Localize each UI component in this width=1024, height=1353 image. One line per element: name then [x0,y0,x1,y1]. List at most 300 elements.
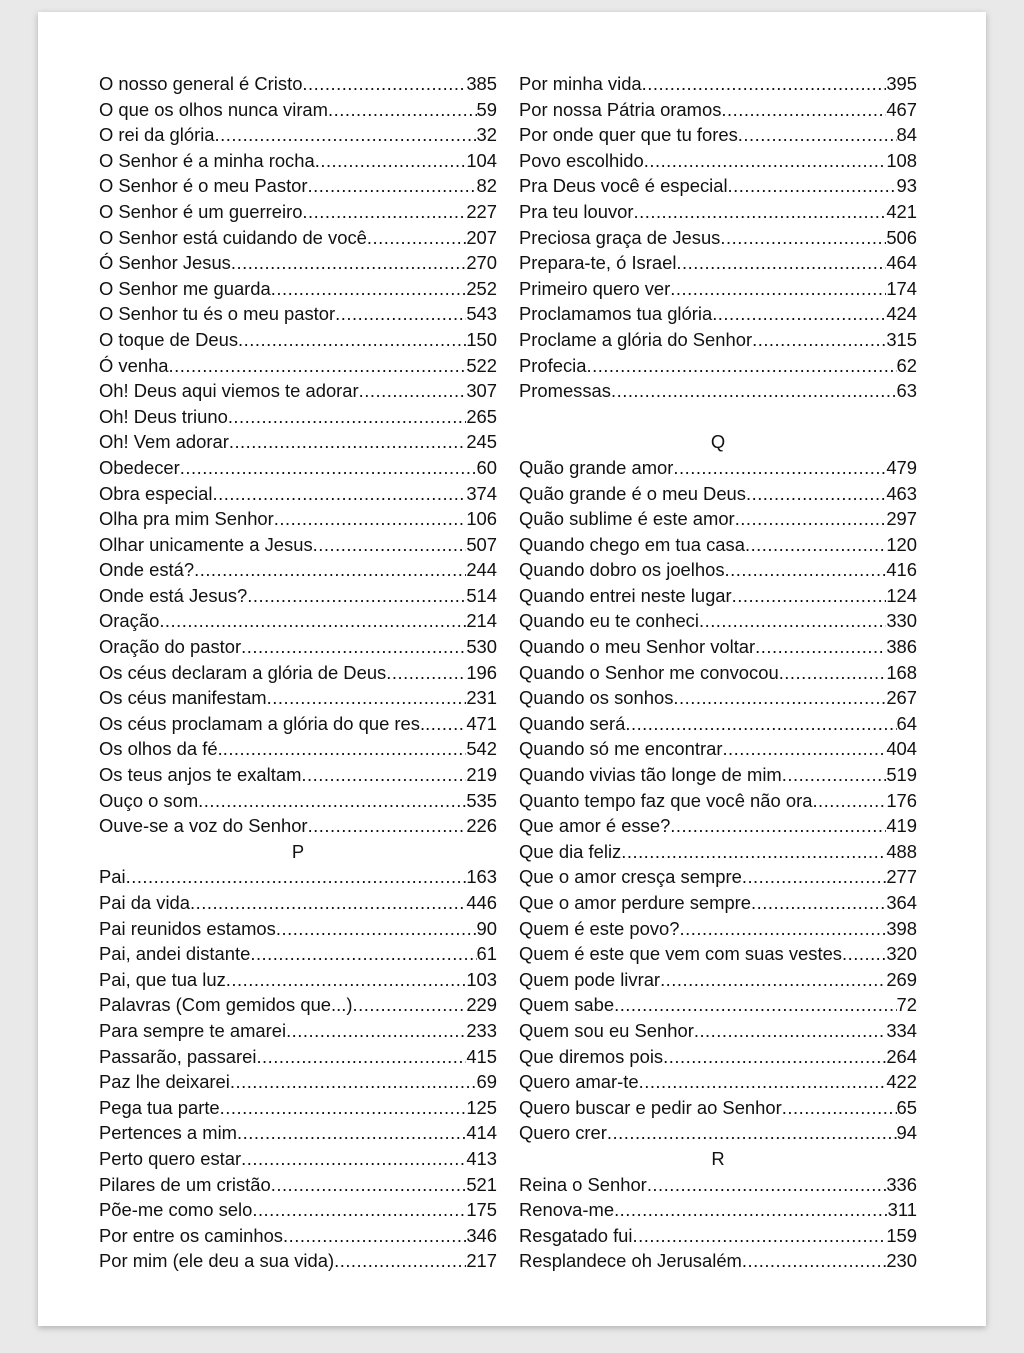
entry-title: Perto quero estar [99,1147,242,1169]
entry-title: Quão grande é o meu Deus [519,482,746,504]
entry-title: Pra Deus você é especial [519,175,728,197]
index-entry [519,839,917,865]
entry-title: Quem é este povo? [519,917,680,939]
dot-leader [328,97,477,123]
entry-title: Quero crer [519,1122,607,1144]
dot-leader [198,788,466,814]
dot-leader [286,1018,466,1044]
index-entry [99,941,497,967]
dot-leader [721,97,886,123]
entry-title: Onde está Jesus? [99,584,248,606]
entry-page-number: 488 [886,840,917,862]
dot-leader [386,660,466,686]
dot-leader [367,225,466,251]
entry-page-number: 422 [886,1071,917,1093]
entry-page-number: 398 [886,917,917,939]
index-entry [519,685,917,711]
entry-title: Oração do pastor [99,636,242,658]
index-entry [99,1146,497,1172]
dot-leader [633,1223,887,1249]
entry-page-number: 252 [466,277,497,299]
entry-title: Quando os sonhos [519,687,674,709]
entry-page-number: 311 [887,1199,917,1221]
dot-leader [276,916,477,942]
entry-page-number: 62 [896,354,917,376]
index-entry [519,1018,917,1044]
entry-title: Oh! Deus aqui viemos te adorar [99,380,359,402]
dot-leader [313,532,467,558]
entry-page-number: 120 [886,533,917,555]
dot-leader [215,122,477,148]
index-column-right [519,71,917,1274]
entry-title: O nosso general é Cristo [99,73,303,94]
index-entry [519,225,917,251]
index-entry [99,788,497,814]
entry-title: Obra especial [99,482,213,504]
entry-page-number: 174 [886,277,917,299]
entry-title: Pega tua parte [99,1096,220,1118]
entry-title: O Senhor tu és o meu pastor [99,303,336,325]
entry-page-number: 82 [476,175,497,197]
dot-leader [212,481,466,507]
entry-page-number: 519 [886,764,917,786]
entry-page-number: 395 [886,73,917,94]
index-entry [519,506,917,532]
entry-page-number: 264 [886,1045,917,1067]
entry-page-number: 233 [466,1019,497,1041]
dot-leader [673,455,886,481]
dot-leader [625,711,896,737]
index-entry [99,404,497,430]
entry-page-number: 196 [466,661,497,683]
index-entry [99,890,497,916]
entry-page-number: 72 [896,994,917,1016]
entry-title: O Senhor está cuidando de você [99,226,367,248]
index-entry [519,199,917,225]
index-entry [99,225,497,251]
entry-title: Resplandece oh Jerusalém [519,1250,742,1272]
entry-title: Palavras (Com gemidos que...) [99,994,353,1016]
entry-title: Quando eu te conheci [519,610,699,632]
entry-title: Pilares de um cristão [99,1173,271,1195]
entry-title: Ouve-se a voz do Senhor [99,815,308,837]
entry-page-number: 59 [476,98,497,120]
index-entry [99,1248,497,1274]
section-letter-heading: Q [710,431,726,453]
entry-title: Quando vivias tão longe de mim [519,764,782,786]
index-entry [99,967,497,993]
entry-title: O Senhor me guarda [99,277,271,299]
index-entry [99,762,497,788]
dot-leader [614,1197,888,1223]
entry-title: Quando só me encontrar [519,738,723,760]
entry-title: Que o amor perdure sempre [519,892,752,913]
entry-title: Quando será [519,712,626,734]
entry-title: Povo escolhido [519,149,644,171]
dot-leader [308,173,477,199]
entry-page-number: 270 [466,252,497,274]
entry-title: O toque de Deus [99,328,239,350]
entry-title: Que amor é esse? [519,815,671,837]
entry-page-number: 267 [886,687,917,709]
index-entry [519,71,917,97]
dot-leader [302,71,466,97]
index-column-left [99,71,497,1274]
entry-page-number: 214 [466,610,497,632]
entry-page-number: 404 [886,738,917,760]
entry-title: Os olhos da fé. [99,738,223,760]
dot-leader [238,327,466,353]
entry-page-number: 231 [466,687,497,709]
dot-leader [782,762,887,788]
entry-page-number: 535 [466,789,497,811]
index-entry [519,327,917,353]
entry-page-number: 106 [466,508,497,530]
entry-page-number: 84 [896,124,917,146]
dot-leader [190,890,466,916]
dot-leader [126,864,467,890]
entry-title: Oração [99,610,160,632]
dot-leader [241,1146,466,1172]
dot-leader [660,967,886,993]
entry-title: Pai reunidos estamos [99,917,276,939]
dot-leader [256,1044,466,1070]
entry-page-number: 219 [466,764,497,786]
index-entry [519,1172,917,1198]
dot-leader [676,250,886,276]
entry-title: Quão sublime é este amor [519,508,735,530]
entry-title: Profecia [519,354,587,376]
dot-leader [302,199,466,225]
dot-leader [745,532,886,558]
dot-leader [639,1069,887,1095]
entry-page-number: 61 [476,943,497,965]
index-entry [99,353,497,379]
index-entry [99,634,497,660]
entry-title: Quando o Senhor me convocou [519,661,779,683]
entry-page-number: 297 [886,508,917,530]
dot-leader [732,583,887,609]
entry-title: Proclamamos tua glória [519,303,713,325]
section-letter-heading: R [711,1147,725,1169]
dot-leader [712,301,886,327]
index-entry [519,813,917,839]
dot-leader [752,327,886,353]
index-entry [519,353,917,379]
entry-page-number: 479 [886,456,917,478]
entry-title: Promessas [519,380,611,402]
dot-leader [614,992,896,1018]
dot-leader [223,736,467,762]
entry-title: Os céus manifestam [99,687,267,709]
index-entry [99,736,497,762]
section-letter-heading: P [291,840,305,862]
entry-title: Que diremos pois [519,1045,664,1067]
entry-page-number: 413 [466,1147,497,1169]
entry-title: Que o amor cresça sempre [519,866,742,888]
entry-title: Primeiro quero ver [519,277,671,299]
entry-page-number: 60 [476,456,497,478]
entry-page-number: 104 [466,149,497,171]
entry-page-number: 416 [886,559,917,581]
index-entry [519,583,917,609]
entry-page-number: 108 [886,149,917,171]
dot-leader [611,378,897,404]
entry-title: Quando dobro os joelhos [519,559,725,581]
entry-page-number: 464 [886,252,917,274]
index-entry [99,378,497,404]
entry-page-number: 346 [466,1224,497,1246]
index-entry [99,1095,497,1121]
dot-leader [250,941,476,967]
dot-leader [180,455,477,481]
index-entry [99,660,497,686]
entry-page-number: 265 [466,405,497,427]
entry-title: O Senhor é um guerreiro [99,200,303,222]
entry-title: Proclame a glória do Senhor [519,328,753,350]
index-entry [99,71,497,97]
index-entry [99,1197,497,1223]
entry-page-number: 229 [466,994,497,1016]
entry-page-number: 269 [886,968,917,990]
index-entry [99,583,497,609]
entry-page-number: 93 [896,175,917,197]
index-entry [99,429,497,455]
entry-page-number: 150 [466,328,497,350]
entry-page-number: 69 [476,1071,497,1093]
entry-title: Preciosa graça de Jesus [519,226,721,248]
entry-page-number: 543 [466,303,497,325]
entry-title: Olha pra mim Senhor [99,508,274,530]
index-entry [519,532,917,558]
entry-title: Que dia feliz [519,840,622,862]
index-entry [99,864,497,890]
dot-leader [229,429,466,455]
index-entry [519,250,917,276]
entry-page-number: 386 [886,636,917,658]
index-entry [99,122,497,148]
entry-page-number: 521 [466,1173,497,1195]
entry-page-number: 163 [466,866,497,888]
entry-title: Os céus declaram a glória de Deus [99,661,387,683]
entry-title: Ó venha [99,354,169,376]
entry-page-number: 507 [466,533,497,555]
entry-title: Olhar unicamente a Jesus [99,533,313,555]
entry-page-number: 385 [466,73,497,94]
dot-leader [274,506,467,532]
dot-leader [670,813,886,839]
dot-leader [425,711,466,737]
index-entry [99,327,497,353]
index-entry [519,608,917,634]
index-entry [519,736,917,762]
entry-page-number: 424 [886,303,917,325]
entry-page-number: 125 [466,1096,497,1118]
entry-title: Quem é este que vem com suas vestes [519,943,843,965]
entry-title: O que os olhos nunca viram [99,98,328,120]
entry-title: O Senhor é a minha rocha [99,149,315,171]
dot-leader [694,1018,886,1044]
index-entry [519,97,917,123]
index-entry [99,481,497,507]
entry-page-number: 463 [886,482,917,504]
dot-leader [699,608,886,634]
entry-title: Por entre os caminhos [99,1224,283,1246]
index-entry [519,890,917,916]
dot-leader [231,250,466,276]
entry-title: Quando entrei neste lugar [519,584,732,606]
entry-page-number: 530 [466,636,497,658]
entry-title: Quanto tempo faz que você não ora [519,789,813,811]
entry-title: Quando o meu Senhor voltar [519,636,756,658]
dot-leader [621,839,886,865]
dot-leader [267,685,467,711]
entry-page-number: 124 [886,584,917,606]
entry-title: Reina o Senhor [519,1173,647,1195]
entry-page-number: 334 [886,1019,917,1041]
index-entry [519,301,917,327]
index-entry [519,148,917,174]
entry-title: O rei da glória [99,124,215,146]
dot-leader [779,660,887,686]
index-entry [519,1120,917,1146]
entry-title: Para sempre te amarei [99,1019,287,1041]
entry-page-number: 415 [466,1045,497,1067]
entry-page-number: 90 [476,917,497,939]
dot-leader [194,557,466,583]
index-entry [99,1120,497,1146]
entry-title: Pra teu louvor [519,200,634,222]
entry-title: Quem pode livrar [519,968,661,990]
entry-page-number: 330 [886,610,917,632]
dot-leader [169,353,467,379]
index-entry [519,762,917,788]
entry-page-number: 467 [886,98,917,120]
dot-leader [673,685,886,711]
entry-page-number: 506 [886,226,917,248]
dot-leader [220,1095,467,1121]
dot-leader [642,71,887,97]
entry-title: O Senhor é o meu Pastor [99,175,308,197]
index-entry [99,97,497,123]
entry-page-number: 421 [886,200,917,222]
entry-page-number: 374 [466,482,497,504]
index-entry [99,276,497,302]
index-entry [519,122,917,148]
entry-page-number: 226 [466,815,497,837]
index-entry [519,711,917,737]
entry-page-number: 419 [886,815,917,837]
dot-leader [782,1095,897,1121]
entry-title: Pai, andei distante [99,943,251,965]
index-entry [99,506,497,532]
entry-page-number: 364 [886,892,917,913]
dot-leader [586,353,896,379]
index-entry [99,1172,497,1198]
dot-leader [663,1044,886,1070]
entry-title: Prepara-te, ó Israel [519,252,677,274]
entry-title: Ouço o som [99,789,199,811]
dot-leader [237,1120,466,1146]
entry-title: Por mim (ele deu a sua vida) [99,1250,335,1272]
index-entry [99,148,497,174]
entry-title: Os céus proclamam a glória do que res. [99,712,426,734]
index-entry [99,992,497,1018]
entry-title: Põe-me como selo [99,1199,253,1221]
dot-leader [308,813,467,839]
entry-title: Paz lhe deixarei [99,1071,230,1093]
dot-leader [607,1120,897,1146]
entry-title: Oh! Deus triuno [99,405,228,427]
entry-page-number: 65 [896,1096,917,1118]
index-entry [519,276,917,302]
index-entry [99,173,497,199]
entry-page-number: 63 [896,380,917,402]
entry-title: Onde está? [99,559,195,581]
dot-leader [159,608,466,634]
index-entry [519,1248,917,1274]
dot-leader [680,916,887,942]
dot-leader [283,1223,466,1249]
entry-title: Por nossa Pátria oramos [519,98,722,120]
entry-title: Passarão, passarei [99,1045,257,1067]
index-entry [99,301,497,327]
dot-leader [359,378,467,404]
dot-leader [335,301,466,327]
entry-page-number: 277 [886,866,917,888]
dot-leader [742,1248,886,1274]
index-entry [519,455,917,481]
index-entry [99,1223,497,1249]
dot-leader [271,1172,467,1198]
dot-leader [812,788,886,814]
entry-page-number: 227 [466,200,497,222]
entry-page-number: 159 [886,1224,917,1246]
index-entry [519,557,917,583]
entry-title: Quero amar-te [519,1071,639,1093]
index-entry [519,1223,917,1249]
index-entry [519,378,917,404]
index-entry [99,608,497,634]
entry-page-number: 244 [466,559,497,581]
dot-leader [644,148,887,174]
dot-leader [725,557,887,583]
entry-page-number: 307 [466,380,497,402]
dot-leader [228,404,467,430]
index-entry [99,711,497,737]
index-entry [99,199,497,225]
index-entry [519,916,917,942]
dot-leader [315,148,467,174]
index-entry [519,992,917,1018]
index-entry [519,1197,917,1223]
entry-page-number: 471 [466,712,497,734]
dot-leader [742,864,886,890]
index-entry [519,1095,917,1121]
entry-page-number: 320 [886,943,917,965]
dot-leader [334,1248,466,1274]
index-entry [99,1069,497,1095]
entry-page-number: 542 [466,738,497,760]
dot-leader [735,506,887,532]
index-entry [99,685,497,711]
entry-title: Quem sou eu Senhor [519,1019,694,1041]
dot-leader [722,736,886,762]
index-entry [519,634,917,660]
blank-line [519,404,917,430]
entry-page-number: 446 [466,892,497,913]
index-entry [519,967,917,993]
